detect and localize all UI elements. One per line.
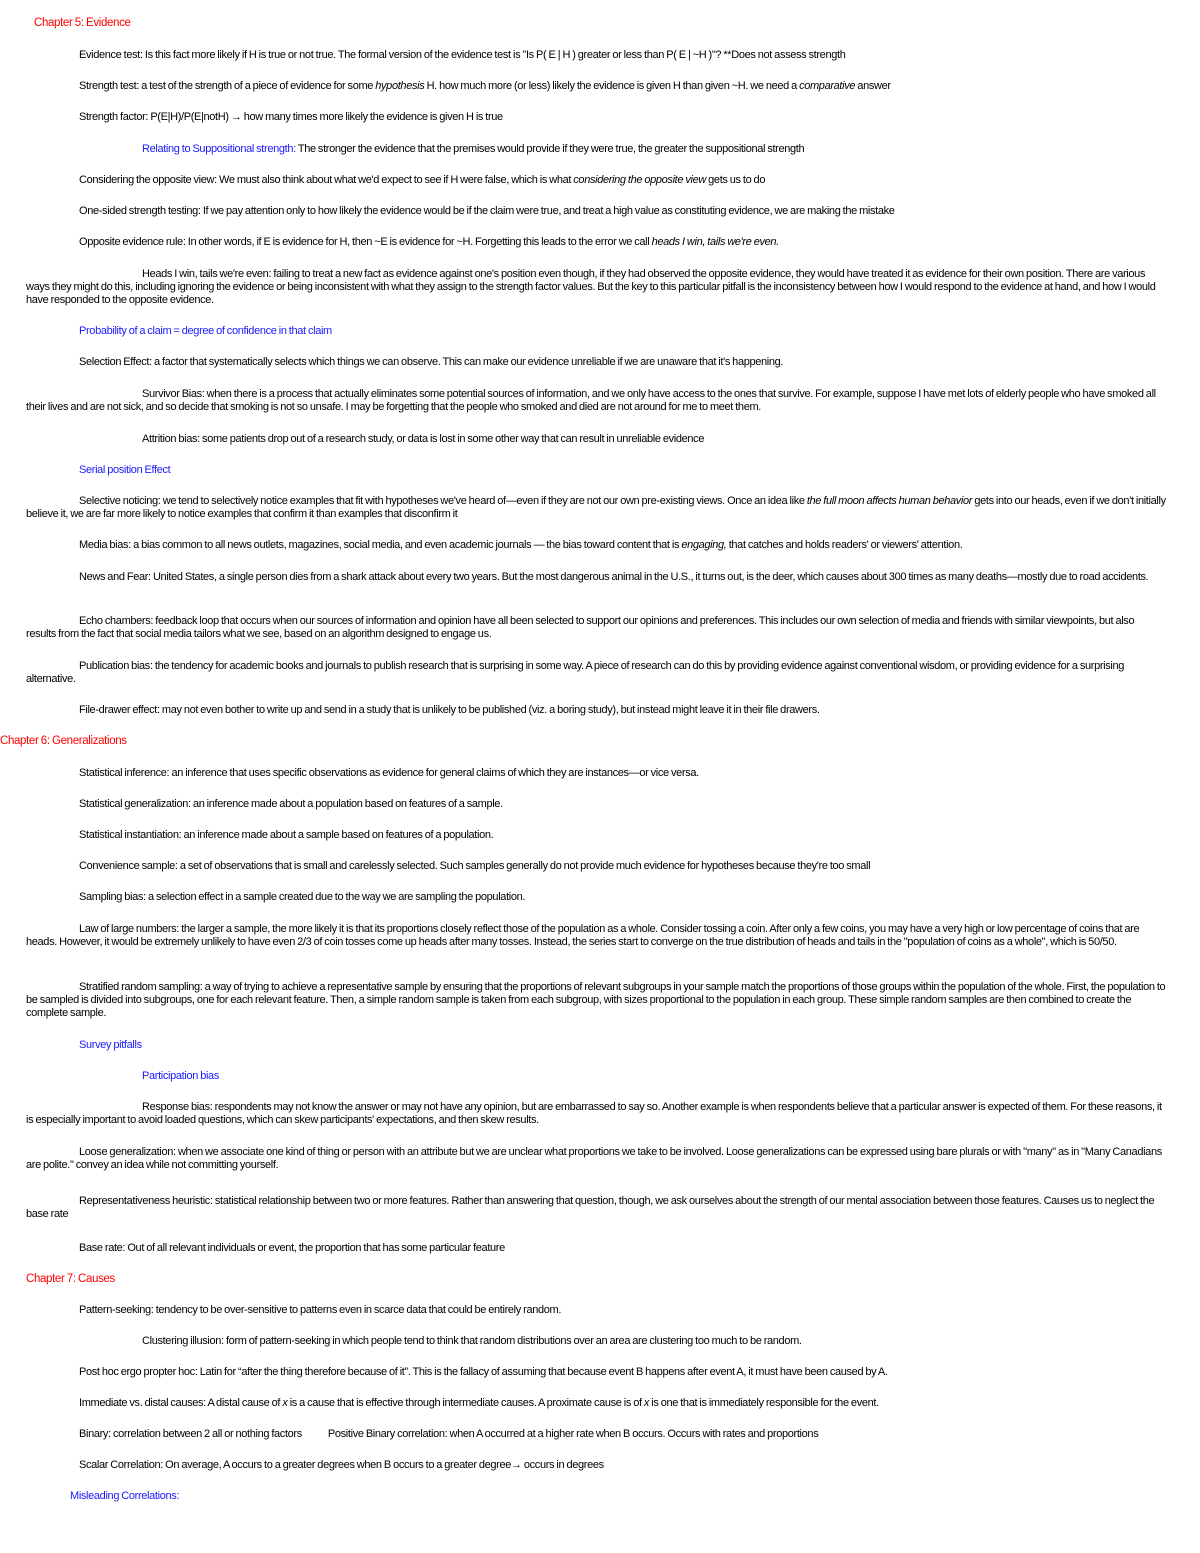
considering-term: Considering the opposite view: — [79, 174, 217, 186]
response-paragraph — [0, 1101, 1200, 1127]
strength-test-emphasis: hypothesis — [375, 80, 425, 92]
echo-term: Echo chambers: — [79, 615, 154, 627]
pattern-paragraph — [0, 1304, 1200, 1317]
survivor-paragraph — [0, 388, 1200, 414]
media-text: that catches and holds readers' or viewers' attention. — [726, 539, 963, 551]
strength-test-paragraph — [0, 80, 1200, 93]
inference-text: an inference that uses specific observations as evidence for general claims of which they are instances—or vice versa. — [169, 767, 699, 779]
opposite-rule-emphasis: heads I win, tails we're even. — [651, 236, 779, 248]
response-term: Response bias: — [142, 1101, 213, 1113]
strength-test-term: Strength test: — [79, 80, 140, 92]
stratified-term: Stratified random sampling: — [79, 981, 203, 993]
strength-factor-text: P(E|H)/P(E|notH) → how many times more likely the evidence is given H is true — [148, 111, 503, 123]
file-drawer-text: may not even bother to write up and send in a study that is unlikely to be published (viz. a boring study), but instead might leave it in their file drawers. — [159, 704, 820, 716]
probability-subheading: Probability of a claim = degree of confidence in that claim — [79, 325, 332, 337]
immediate-term: Immediate vs. distal causes: — [79, 1397, 206, 1409]
sampling-term: Sampling bias: — [79, 891, 146, 903]
relating-text: The stronger the evidence that the premises would provide if they were true, the greater the suppositional strength — [295, 143, 805, 155]
immediate-text: is a cause that is effective through intermediate causes. A proximate cause is of — [287, 1397, 644, 1409]
echo-paragraph — [0, 615, 1200, 641]
relating-paragraph — [0, 143, 1200, 156]
instantiation-text: an inference made about a sample based on features of a population. — [181, 829, 494, 841]
positive-binary-term: Positive Binary correlation: — [327, 1428, 448, 1440]
survey-subheading: Survey pitfalls — [79, 1039, 142, 1051]
convenience-text: a set of observations that is small and carelessly selected. Such samples generally do not provide much evidence for hypotheses because they're too small — [177, 860, 871, 872]
file-drawer-paragraph — [0, 704, 1200, 717]
clustering-text: form of pattern-seeking in which people tend to think that random distributions over an area are clustering too much to be random. — [223, 1335, 802, 1347]
publication-term: Publication bias: — [79, 660, 153, 672]
representativeness-text: statistical relationship between two or more features. Rather than answering that question, though, we ask ourselves about the strength of our mental association between those features. Causes us to neglect the base rate — [26, 1195, 1155, 1220]
immediate-paragraph — [0, 1397, 1200, 1410]
base-rate-text: Out of all relevant individuals or event, the proportion that has some particular feature — [125, 1242, 505, 1254]
instantiation-paragraph — [0, 829, 1200, 842]
selective-text: we tend to selectively notice examples that fit with hypotheses we've heard of—even if they are not our own pre-existing views. Once an idea like — [160, 495, 807, 507]
scalar-term: Scalar Correlation: — [79, 1459, 163, 1471]
strength-test-text: answer — [855, 80, 891, 92]
inference-term: Statistical inference: — [79, 767, 170, 779]
convenience-paragraph — [0, 860, 1200, 873]
opposite-rule-text: In other words, if E is evidence for H, then ~E is evidence for ~H. Forgetting this leads to the error we call — [185, 236, 652, 248]
loose-paragraph — [0, 1146, 1200, 1172]
one-sided-term: One-sided strength testing: — [79, 205, 201, 217]
evidence-test-term: Evidence test: — [79, 49, 143, 61]
media-text: a bias common to all news outlets, magazines, social media, and even academic journals — the bias toward content that is — [130, 539, 682, 551]
file-drawer-term: File-drawer effect: — [79, 704, 160, 716]
sampling-paragraph — [0, 891, 1200, 904]
representativeness-term: Representativeness heuristic: — [79, 1195, 213, 1207]
media-emphasis: engaging, — [681, 539, 727, 551]
post-hoc-term: Post hoc ergo propter hoc: — [79, 1366, 198, 1378]
scalar-paragraph — [0, 1459, 1200, 1472]
immediate-emphasis: x — [643, 1397, 650, 1409]
opposite-rule-paragraph — [0, 236, 1200, 249]
binary-text: correlation between 2 all or nothing factors — [110, 1428, 302, 1440]
large-numbers-paragraph — [0, 923, 1200, 949]
instantiation-term: Statistical instantiation: — [79, 829, 182, 841]
opposite-rule-term: Opposite evidence rule: — [79, 236, 186, 248]
one-sided-text: If we pay attention only to how likely the evidence would be if the claim were true, and treat a high value as constituting evidence, we are making the mistake — [200, 205, 895, 217]
selective-emphasis: the full moon affects human behavior — [806, 495, 973, 507]
relating-term: Relating to Suppositional strength: — [142, 143, 296, 155]
survivor-term: Survivor Bias: — [142, 388, 205, 400]
echo-text: feedback loop that occurs when our sources of information and opinion have all been selected to support our opinions and preferences. This includes our own selection of media and friends with similar viewpoints, but also results from the fact that social media tailors what we see, based on an algorithm designed to engage us. — [26, 615, 1135, 640]
attrition-term: Attrition bias: — [142, 433, 200, 445]
response-text: respondents may not know the answer or may not have any opinion, but are embarrassed to say so. Another example is when respondents believe that a particular answer is expected of them. For these reasons, it is especially important to avoid loaded questions, which can skew participants' expectations, and then skew results. — [26, 1101, 1162, 1126]
selective-text: gets into our heads, even if we don't initially believe it, we are far more likely to notice examples that confirm it than examples that disconfirm it — [26, 495, 1166, 520]
selection-paragraph — [0, 356, 1200, 369]
strength-factor-paragraph — [0, 111, 1200, 124]
binary-paragraph — [0, 1428, 1200, 1441]
loose-term: Loose generalization: — [79, 1146, 176, 1158]
strength-test-text: H. how much more (or less) likely the evidence is given H than given ~H. we need a — [424, 80, 800, 92]
strength-test-emphasis: comparative — [799, 80, 856, 92]
considering-text: gets us to do — [705, 174, 766, 186]
sampling-text: a selection effect in a sample created due to the way we are sampling the population. — [145, 891, 526, 903]
media-term: Media bias: — [79, 539, 131, 551]
stratified-paragraph — [0, 981, 1200, 1020]
large-numbers-term: Law of large numbers: — [79, 923, 179, 935]
evidence-test-text: Is this fact more likely if H is true or not true. The formal version of the evidence test is "Is P( E | H ) greater or less than P( E | ~H )"? **Does not assess strength — [142, 49, 846, 61]
publication-text: the tendency for academic books and journals to publish research that is surprising in some way. A piece of research can do this by providing evidence against conventional wisdom, or providing evidence for a surprising alternative. — [26, 660, 1125, 685]
publication-paragraph — [0, 660, 1200, 686]
clustering-paragraph — [0, 1335, 1200, 1348]
strength-test-text: a test of the strength of a piece of evidence for some — [139, 80, 376, 92]
positive-binary-text: when A occurred at a higher rate when B occurs. Occurs with rates and proportions — [447, 1428, 819, 1440]
pattern-term: Pattern-seeking: — [79, 1304, 154, 1316]
clustering-term: Clustering illusion: — [142, 1335, 224, 1347]
serial-subheading: Serial position Effect — [79, 464, 171, 476]
generalization-text: an inference made about a population based on features of a sample. — [190, 798, 503, 810]
selection-text: a factor that systematically selects which things we can observe. This can make our evidence unreliable if we are unaware that it's happening. — [151, 356, 784, 368]
immediate-text: A distal cause of — [205, 1397, 283, 1409]
convenience-term: Convenience sample: — [79, 860, 178, 872]
heads-text: failing to treat a new fact as evidence against one's position even though, if they had observed the opposite evidence, they would have treated it as evidence for their own position. There are various ways they might do this, including ignoring the evidence or being inconsistent with what they assign to the strength factor values. But the key to this particular pitfall is the inconsistency between how I would respond to the evidence at hand, and how I would have responded to the opposite evidence. — [26, 268, 1156, 306]
large-numbers-text: the larger a sample, the more likely it is that its proportions closely reflect those of the population as a whole. Consider tossing a coin. After only a few coins, you may have a very high or low percentage of coins that are heads. However, it would be extremely unlikely to have even 2/3 of coin tosses come up heads after many tosses. Instead, the series start to converge on the true distribution of heads and tails in the "population of coins as a whole", which is 50/50. — [26, 923, 1140, 948]
post-hoc-text: Latin for “after the thing therefore because of it”. This is the fallacy of assuming that because event B happens after event A, it must have been caused by A. — [197, 1366, 888, 1378]
chapter-7-heading: Chapter 7: Causes — [26, 1273, 115, 1285]
generalization-term: Statistical generalization: — [79, 798, 191, 810]
scalar-text: On average, A occurs to a greater degrees when B occurs to a greater degree→ occurs in degrees — [162, 1459, 604, 1471]
base-rate-term: Base rate: — [79, 1242, 126, 1254]
immediate-text: is one that is immediately responsible for the event. — [649, 1397, 879, 1409]
inference-paragraph — [0, 767, 1200, 780]
binary-term: Binary: — [79, 1428, 111, 1440]
media-paragraph — [0, 539, 1200, 552]
news-term: News and Fear: — [79, 571, 151, 583]
selective-term: Selective noticing: — [79, 495, 161, 507]
considering-text: We must also think about what we'd expect to see if H were false, which is what — [216, 174, 574, 186]
loose-text: when we associate one kind of thing or person with an attribute but we are unclear what proportions we take to be involved. Loose generalizations can be expressed using bare plurals or with "many" as in "Many Canadians are polite." convey an idea while not committing yourself. — [26, 1146, 1162, 1171]
misleading-subheading: Misleading Correlations: — [70, 1490, 180, 1502]
attrition-paragraph — [0, 433, 1200, 446]
participation-subheading: Participation bias — [142, 1070, 219, 1082]
considering-emphasis: considering the opposite view — [573, 174, 706, 186]
news-paragraph — [0, 571, 1200, 584]
selection-term: Selection Effect: — [79, 356, 152, 368]
chapter-6-heading: Chapter 6: Generalizations — [0, 735, 127, 747]
generalization-paragraph — [0, 798, 1200, 811]
representativeness-paragraph — [0, 1195, 1200, 1221]
news-text: United States, a single person dies from a shark attack about every two years. But the most dangerous animal in the U.S., it turns out, is the deer, which causes about 300 times as many deaths—mostly due to road accidents. — [150, 571, 1149, 583]
immediate-emphasis: x — [282, 1397, 288, 1409]
selective-paragraph — [0, 495, 1200, 521]
one-sided-paragraph — [0, 205, 1200, 218]
chapter-5-heading: Chapter 5: Evidence — [34, 17, 131, 29]
considering-paragraph — [0, 174, 1200, 187]
base-rate-paragraph — [0, 1242, 1200, 1255]
heads-term: Heads I win, tails we're even: — [142, 268, 272, 280]
survivor-text: when there is a process that actually eliminates some potential sources of information, and we only have access to the ones that survive. For example, suppose I have met lots of elderly people who have smoked all their lives and are not sick, and so decide that smoking is not so unsafe. I may be forgetting that the people who smoked and died are not around for me to meet them. — [26, 388, 1156, 413]
pattern-text: tendency to be over-sensitive to patterns even in scarce data that could be entirely random. — [153, 1304, 562, 1316]
heads-paragraph — [0, 268, 1200, 307]
post-hoc-paragraph — [0, 1366, 1200, 1379]
stratified-text: a way of trying to achieve a representative sample by ensuring that the proportions of relevant subgroups in your sample match the proportions of those groups within the population of the whole. First, the population to be sampled is divided into subgroups, one for each relevant feature. Then, a simple random sample is taken from each subgroup, with sizes proportional to the population in each group. These simple random samples are then combined to create the complete sample. — [26, 981, 1166, 1019]
strength-factor-term: Strength factor: — [79, 111, 149, 123]
attrition-text: some patients drop out of a research study, or data is lost in some other way that can result in unreliable evidence — [199, 433, 705, 445]
evidence-test-paragraph — [0, 49, 1200, 62]
